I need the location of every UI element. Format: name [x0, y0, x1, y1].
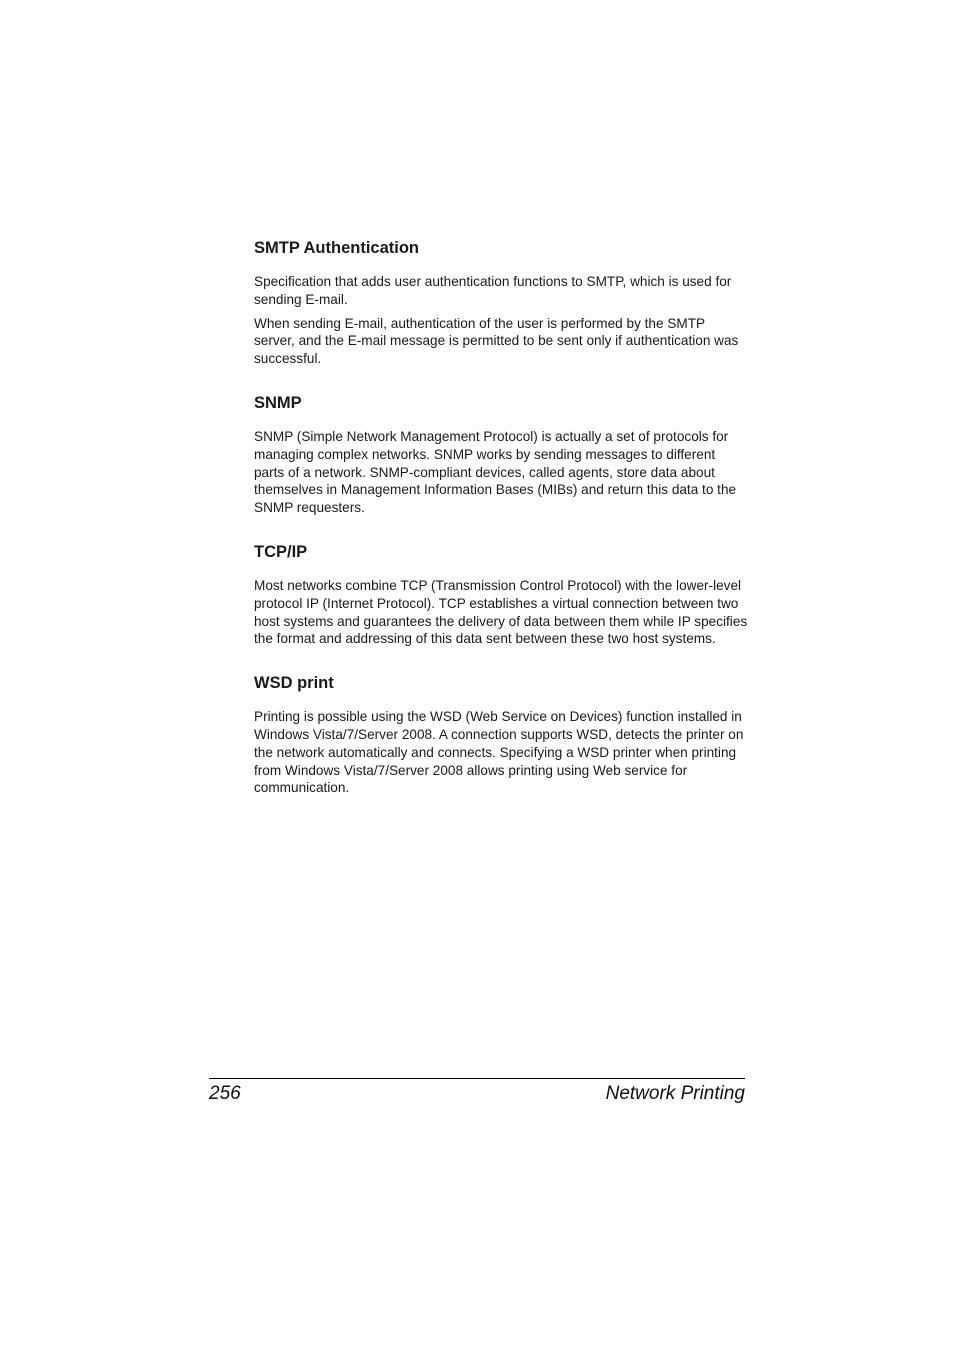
section-title: WSD print — [254, 674, 334, 693]
paragraph: Printing is possible using the WSD (Web Service on Devices) function installed in Windows Vista/7/Server 2008. A connection supports WSD, detects the printer on the network automatically and connects. Specifying a WSD printer when printing from Windows Vista/7/Server 2008 allows printing using Web service for communication. — [254, 709, 744, 796]
section-smtp-authentication — [254, 238, 748, 368]
paragraph: SNMP (Simple Network Management Protocol) is actually a set of protocols for managing complex networks. SNMP works by sending messages to different parts of a network. SNMP-compliant devices, called agents, store data about themselves in Management Information Bases (MIBs) and return this data to the SNMP requesters. — [254, 428, 737, 516]
section-title: SNMP — [254, 393, 302, 412]
section-wsd-print — [254, 673, 748, 797]
paragraph: When sending E-mail, authentication of the user is performed by the SMTP server, and the E-mail message is permitted to be sent only if authentication was successful. — [254, 315, 739, 367]
page-number: 256 — [209, 1083, 241, 1104]
section-title: TCP/IP — [254, 542, 308, 561]
section-snmp — [254, 393, 748, 517]
section-tcp-ip — [254, 542, 748, 648]
page-footer — [209, 1078, 745, 1105]
chapter-title: Network Printing — [605, 1083, 745, 1104]
page-content — [254, 238, 748, 803]
paragraph: Specification that adds user authentication functions to SMTP, which is used for sending E-mail. — [254, 274, 732, 307]
section-title: SMTP Authentication — [254, 239, 419, 257]
paragraph: Most networks combine TCP (Transmission Control Protocol) with the lower-level protocol IP (Internet Protocol). TCP establishes a virtual connection between two host systems and guarantees the delivery of data between them while IP specifies the format and addressing of this data sent between these two host systems. — [254, 577, 748, 647]
